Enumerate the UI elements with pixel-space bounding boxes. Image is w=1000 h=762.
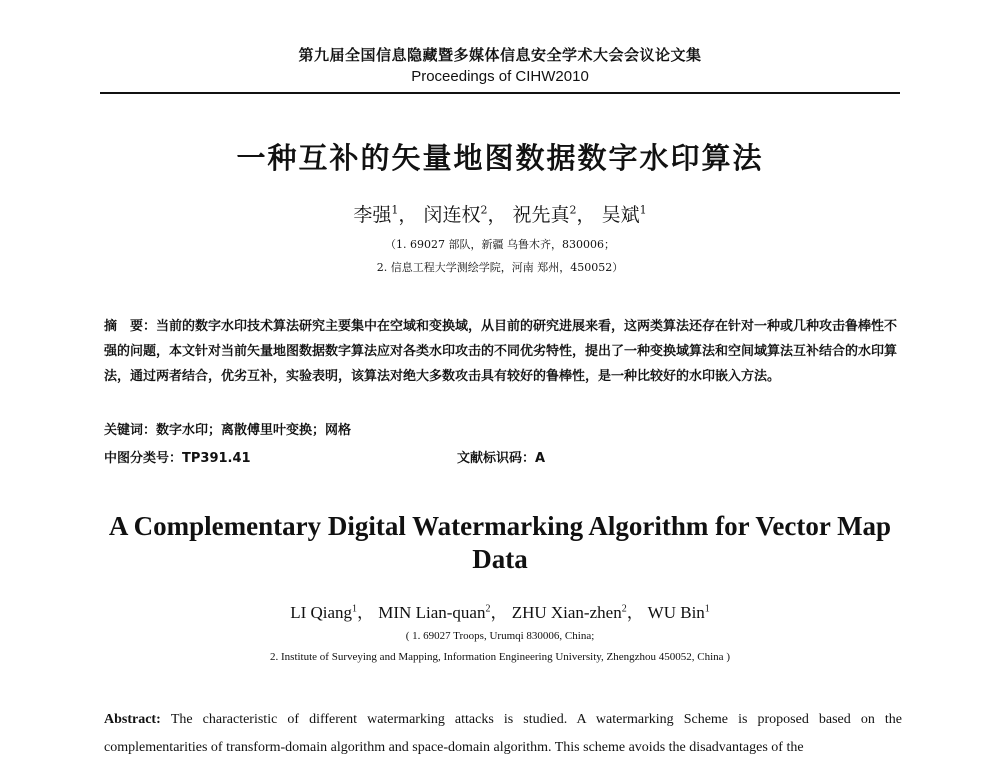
author-en: MIN Lian-quan [378,603,486,622]
author-sup: 2 [569,203,577,217]
abstract-en-text: The characteristic of different watermarking attacks is studied. A watermarking Scheme is proposed based on the complementarities of transform-domain algorithm and space-domain algorithm. This scheme avoids the disadvantages of the [104,712,902,755]
authors-cn [0,200,1000,227]
author-en: LI Qiang [290,603,353,622]
classification-value: TP391.41 [182,451,251,466]
keywords-cn-label: 关键词： [104,423,157,438]
abstract-cn-label: 摘 要： [104,319,157,334]
author-separator: ， [487,204,507,226]
affiliation-en: 2. Institute of Surveying and Mapping, Information Engineering University, Zhengzhou 450052, China ) [270,651,730,663]
affiliation-cn: （1. 69027 部队，新疆 乌鲁木齐，830006； [385,238,615,251]
keywords-cn-text: 数字水印；离散傅里叶变换；网格 [156,423,352,438]
affiliation-cn: 2. 信息工程大学测绘学院，河南 郑州，450052） [376,261,624,274]
header-cn-title: 第九届全国信息隐藏暨多媒体信息安全学术大会会议论文集 [298,46,702,64]
author-sup: 1 [391,203,399,217]
author-sup: 1 [704,603,710,615]
author-cn: 吴斌 [601,204,640,226]
document-code-label: 文献标识码： [457,451,536,466]
author-cn: 闵连权 [423,204,481,226]
classification-label: 中图分类号： [104,451,183,466]
keywords-cn [104,419,902,438]
document-code-value: A [535,451,546,466]
author-separator: ， [490,603,508,622]
document-code [457,447,545,466]
affiliation-en: ( 1. 69027 Troops, Urumqi 830006, China; [405,630,595,642]
author-sup: 1 [352,603,358,615]
header-en-title: Proceedings of CIHW2010 [411,68,589,85]
author-separator: ， [626,603,644,622]
author-sup: 2 [621,603,627,615]
abstract-en-label: Abstract: [104,712,161,727]
author-en: ZHU Xian-zhen [511,603,622,622]
author-cn: 祝先真 [512,204,570,226]
paper-title-en: A Complementary Digital Watermarking Algorithm for Vector Map Data [108,511,892,574]
author-en: WU Bin [647,603,705,622]
authors-en [0,598,1000,623]
author-separator: ， [576,204,596,226]
author-sup: 1 [639,203,647,217]
header-divider [100,92,900,94]
author-sup: 2 [485,603,491,615]
abstract-cn [104,314,902,389]
abstract-cn-text: 当前的数字水印技术算法研究主要集中在空域和变换域，从目前的研究进展来看，这两类算法还存在针对一种或几种攻击鲁棒性不强的问题，本文针对当前矢量地图数据数字算法应对各类水印攻击的不同优劣特性，提出了一种变换域算法和空间域算法互补结合的水印算法，通过两者结合，优劣互补，实验表明，该算法对绝大多数攻击具有较好的鲁棒性，是一种比较好的水印嵌入方法。 [104,319,898,384]
paper-title-cn: 一种互补的矢量地图数据数字水印算法 [236,141,764,175]
author-separator: ， [357,603,375,622]
author-cn: 李强 [353,204,392,226]
author-sup: 2 [480,203,488,217]
author-separator: ， [398,204,418,226]
abstract-en [104,706,902,762]
classification-number [104,447,251,466]
